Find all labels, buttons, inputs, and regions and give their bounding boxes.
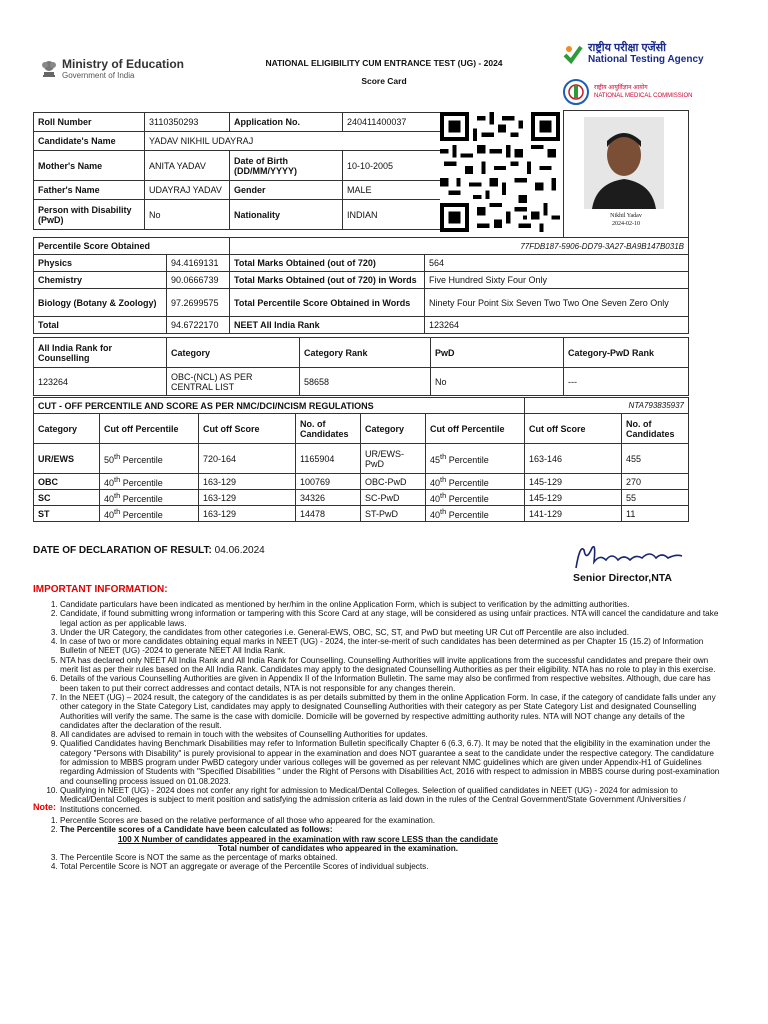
nta-english-name: National Testing Agency	[588, 54, 704, 65]
gender-label: Gender	[230, 181, 343, 200]
table-cell: SC-PwD	[361, 490, 426, 506]
nta-logo	[562, 42, 704, 65]
gender-value: MALE	[343, 181, 441, 200]
candidate-photo	[584, 117, 664, 209]
nationality-label: Nationality	[230, 200, 343, 230]
table-cell: 720-164	[199, 444, 296, 474]
table-cell: 100769	[296, 474, 361, 490]
cutoff-header: Category	[361, 414, 426, 444]
list-item: 4. Total Percentile Score is NOT an aggregate or average of the Percentile Scores of individual subjects.	[60, 862, 700, 871]
biology-label: Biology (Botany & Zoology)	[34, 289, 167, 317]
list-item: 8. All candidates are advised to remain in touch with the websites of Counselling Authorities for updates.	[60, 730, 720, 739]
table-row	[34, 490, 689, 506]
dob-value: 10-10-2005	[343, 151, 441, 181]
score-table	[33, 237, 689, 334]
government-name: Government of India	[62, 71, 135, 80]
table-cell: 34326	[296, 490, 361, 506]
list-item: 6. Details of the various Counselling Authorities are given in Appendix II of the Information Bulletin. The same may also be confirmed from respective websites. Although, due care has been taken to put their correct addresses and contact details, NTA is not responsible for any changes therein.	[60, 674, 720, 693]
percentile-words-label: Total Percentile Score Obtained in Words	[230, 289, 425, 317]
list-item: 3. Under the UR Category, the candidates from other categories i.e. General-EWS, OBC, SC, ST, and PwD but meeting UR Cut off Percentile are also included.	[60, 628, 720, 637]
cutoff-header: Cut off Score	[525, 414, 622, 444]
list-item: 7. In the NEET (UG) – 2024 result, the category of the candidates is as per details submitted by them in the online Application Form. In case, if the category of candidate falls under any other category in the State Category List, candidates may apply to designated Counselling Authorities with their category as per State Category List and designated Counselling Authorities will verify the same. The same is the case with domicile. Domicile will be governed by respective admitting authority rules. NTA will NOT change any details of the candidates after the declaration of the result.	[60, 693, 720, 730]
nmc-logo	[562, 78, 692, 106]
total-value: 94.6722170	[167, 317, 230, 334]
nmc-emblem-icon	[562, 78, 590, 106]
table-cell: 40th Percentile	[426, 474, 525, 490]
application-label: Application No.	[230, 113, 343, 132]
table-cell: 455	[622, 444, 689, 474]
list-item: 1. Percentile Scores are based on the relative performance of all those who appeared for the examination.	[60, 816, 700, 825]
cutoff-header: Cut off Percentile	[100, 414, 199, 444]
table-cell: 50th Percentile	[100, 444, 199, 474]
category-rank-value: 58658	[300, 368, 431, 396]
marks-words-label: Total Marks Obtained (out of 720) in Words	[230, 272, 425, 289]
table-cell: OBC	[34, 474, 100, 490]
table-cell: 163-129	[199, 474, 296, 490]
category-pwd-rank-value: ---	[564, 368, 689, 396]
signature-icon	[570, 540, 690, 574]
cutoff-header: Category	[34, 414, 100, 444]
list-item: 1. Candidate particulars have been indicated as mentioned by her/him in the online Application Form, which is subject to verification by the admitting authorities.	[60, 600, 720, 609]
rank-pwd-value: No	[431, 368, 564, 396]
rank-table	[33, 337, 689, 396]
note-list	[40, 816, 700, 872]
important-info-title: IMPORTANT INFORMATION:	[33, 584, 168, 595]
table-cell: ST	[34, 506, 100, 522]
table-cell: 40th Percentile	[100, 474, 199, 490]
photo-name: Nikhil Yadav	[610, 213, 642, 219]
list-item: 2. Candidate, if found submitting wrong information or tampering with this Score Card at any stage, will be considered as using unfair practices. NTA will cancel the candidature and take legal action as per applicable laws.	[60, 609, 720, 628]
table-row	[34, 474, 689, 490]
roll-value: 3110350293	[145, 113, 230, 132]
cutoff-header: No. of Candidates	[622, 414, 689, 444]
note-title: Note:	[33, 802, 56, 812]
dob-label: Date of Birth (DD/MM/YYYY)	[230, 151, 343, 181]
list-item	[60, 825, 700, 853]
air-label: NEET All India Rank	[230, 317, 425, 334]
table-cell: OBC-PwD	[361, 474, 426, 490]
declaration-line	[33, 545, 265, 556]
cutoff-code: NTA793835937	[525, 398, 689, 414]
application-value: 240411400037	[343, 113, 441, 132]
cutoff-table	[33, 397, 689, 522]
category-rank-label: Category Rank	[300, 338, 431, 368]
qr-code-icon	[440, 112, 560, 232]
cutoff-header: Cut off Percentile	[426, 414, 525, 444]
table-cell: 145-129	[525, 474, 622, 490]
table-cell: 55	[622, 490, 689, 506]
chemistry-label: Chemistry	[34, 272, 167, 289]
total-marks-label: Total Marks Obtained (out of 720)	[230, 255, 425, 272]
formula-numerator: 100 X Number of candidates appeared in the examination with raw score LESS than the candidate	[118, 834, 498, 844]
nta-emblem-icon	[562, 43, 584, 65]
declaration-date: 04.06.2024	[214, 545, 265, 556]
table-cell: 14478	[296, 506, 361, 522]
category-label: Category	[167, 338, 300, 368]
nationality-value: INDIAN	[343, 200, 441, 230]
nmc-hindi-name: राष्ट्रीय आयुर्विज्ञान आयोग	[594, 85, 648, 91]
table-cell: 40th Percentile	[426, 506, 525, 522]
roll-label: Roll Number	[34, 113, 145, 132]
physics-label: Physics	[34, 255, 167, 272]
table-cell: 40th Percentile	[426, 490, 525, 506]
counselling-rank-value: 123264	[34, 368, 167, 396]
name-label: Candidate's Name	[34, 132, 145, 151]
pwd-label: Person with Disability (PwD)	[34, 200, 145, 230]
table-cell: 163-129	[199, 506, 296, 522]
list-item: 9. Qualified Candidates having Benchmark Disabilities may refer to Information Bulletin specifically Chapter 6 (6.3, 6.7). It may be noted that the eligibility in the examination under the category "Persons with Disability" is purely provisional to appear in the examination and does NOT guarantee a seat to the candidate under the respective category. The candidature for admission to MBBS program under PwBD category under various colleges will be governed as per relevant NMC guidelines which are given under Appendix-H1 of Guidelines regarding Admission of Students with "Specified Disabilities " under the Right of Persons with Disabilities Act, 2016 with respect to admission in MBBS course during post-examination and counselling process issued on 01.08.2023.	[60, 739, 720, 785]
declaration-label: DATE OF DECLARATION OF RESULT:	[33, 545, 212, 556]
important-info-list	[40, 600, 720, 814]
doc-title: Score Card	[361, 76, 407, 86]
cutoff-header: No. of Candidates	[296, 414, 361, 444]
table-row	[34, 506, 689, 522]
table-cell: 40th Percentile	[100, 490, 199, 506]
air-value: 123264	[425, 317, 689, 334]
formula-denominator: Total number of candidates who appeared in the examination.	[218, 843, 459, 853]
score-code: 77FDB187-5906-DD79-3A27-BA9B147B031B	[230, 238, 689, 255]
table-cell: 163-146	[525, 444, 622, 474]
rank-pwd-label: PwD	[431, 338, 564, 368]
table-cell: 11	[622, 506, 689, 522]
father-label: Father's Name	[34, 181, 145, 200]
physics-value: 94.4169131	[167, 255, 230, 272]
exam-title: NATIONAL ELIGIBILITY CUM ENTRANCE TEST (UG) - 2024	[265, 58, 503, 68]
percentile-section-label: Percentile Score Obtained	[34, 238, 230, 255]
cutoff-header: Cut off Score	[199, 414, 296, 444]
category-pwd-rank-label: Category-PwD Rank	[564, 338, 689, 368]
nta-hindi-name: राष्ट्रीय परीक्षा एजेंसी	[588, 42, 666, 54]
table-cell: SC	[34, 490, 100, 506]
biology-value: 97.2699575	[167, 289, 230, 317]
list-item: 5. NTA has declared only NEET All India Rank and All India Rank for Counselling. Counselling Authorities will invite applications from the successful candidates and prepare their own merit list as per their rules based on the All India Rank. Candidates may apply to the designated Counselling Authorities as per their eligibility. NTA has no role to play in this exercise.	[60, 656, 720, 675]
name-value: YADAV NIKHIL UDAYRAJ	[145, 132, 441, 151]
table-cell: UR/EWS	[34, 444, 100, 474]
table-cell: 1165904	[296, 444, 361, 474]
mother-label: Mother's Name	[34, 151, 145, 181]
nmc-english-name: NATIONAL MEDICAL COMMISSION	[594, 93, 693, 99]
table-cell: 141-129	[525, 506, 622, 522]
mother-value: ANITA YADAV	[145, 151, 230, 181]
total-label: Total	[34, 317, 167, 334]
percentile-words-value: Ninety Four Point Six Seven Two Two One Seven Zero Only	[425, 289, 689, 317]
counselling-rank-label: All India Rank for Counselling	[34, 338, 167, 368]
total-marks-value: 564	[425, 255, 689, 272]
chemistry-value: 90.0666739	[167, 272, 230, 289]
table-cell: 45th Percentile	[426, 444, 525, 474]
pwd-value: No	[145, 200, 230, 230]
person-photo-icon	[584, 117, 664, 209]
list-item: 4. In case of two or more candidates obtaining equal marks in NEET (UG) - 2024, the inter-se-merit of such candidates has been determined as per Chapter 15 (15.2) of Information Bulletin of NEET (UG) -2024 to generate NEET All India Rank.	[60, 637, 720, 656]
father-value: UDAYRAJ YADAV	[145, 181, 230, 200]
table-cell: ST-PwD	[361, 506, 426, 522]
category-value: OBC-(NCL) AS PER CENTRAL LIST	[167, 368, 300, 396]
ministry-name: Ministry of Education	[62, 57, 185, 71]
page-header	[0, 0, 768, 108]
photo-date: 2024-02-10	[612, 221, 640, 227]
list-item: 3. The Percentile Score is NOT the same as the percentage of marks obtained.	[60, 853, 700, 862]
note-formula-intro: The Percentile scores of a Candidate have been calculated as follows:	[60, 825, 333, 835]
cutoff-title: CUT - OFF PERCENTILE AND SCORE AS PER NMC/DCI/NCISM REGULATIONS	[34, 398, 525, 414]
table-cell: 145-129	[525, 490, 622, 506]
signatory-title: Senior Director,NTA	[573, 572, 672, 584]
table-cell: UR/EWS-PwD	[361, 444, 426, 474]
marks-words-value: Five Hundred Sixty Four Only	[425, 272, 689, 289]
list-item: 10. Qualifying in NEET (UG) - 2024 does not confer any right for admission to Medical/Dental Colleges. Selection of qualified candidates in NEET (UG) - 2024 for admission to Medical/Dental Colleges is subject to merit position and satisfying the admission criteria as laid down in the rules of the Central Government/State Government /Universities / Institutions concerned.	[60, 786, 720, 814]
table-cell: 270	[622, 474, 689, 490]
candidate-info-table	[33, 112, 441, 230]
table-row	[34, 444, 689, 474]
candidate-photo-box	[563, 110, 689, 238]
table-cell: 40th Percentile	[100, 506, 199, 522]
table-cell: 163-129	[199, 490, 296, 506]
